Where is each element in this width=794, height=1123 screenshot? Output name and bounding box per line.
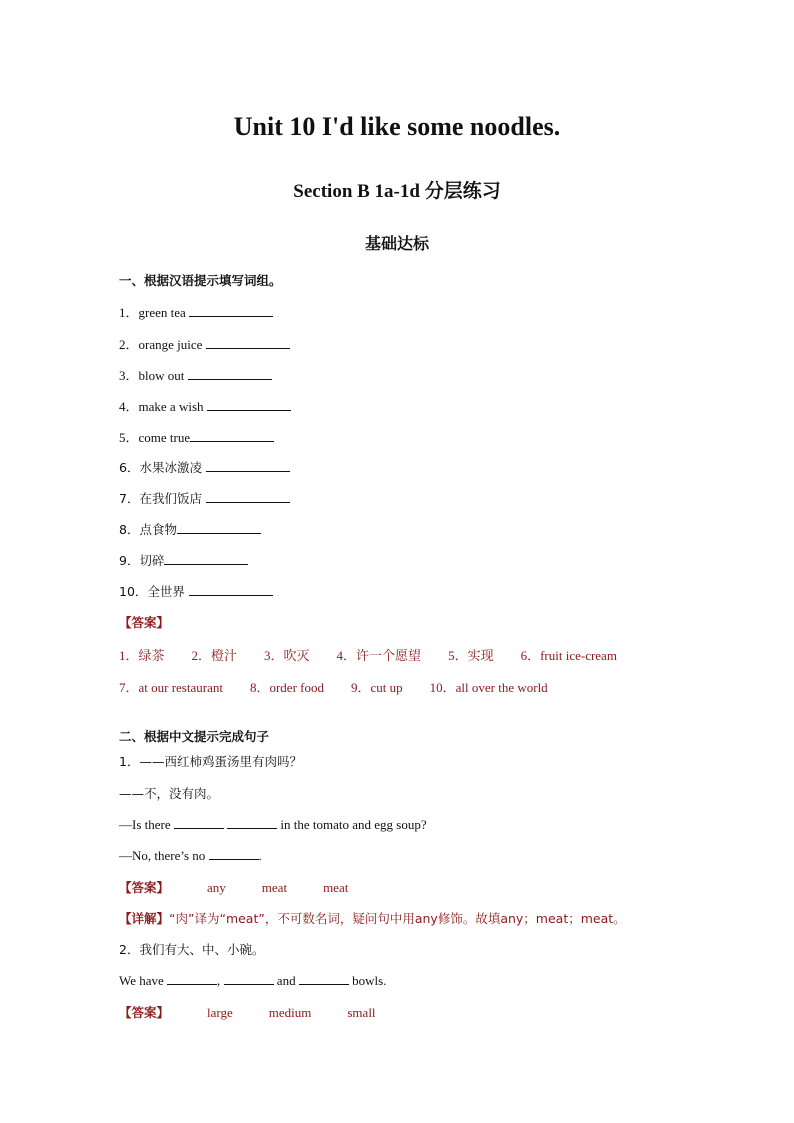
level-heading: 基础达标: [364, 234, 429, 253]
list-item: 4．make a wish: [119, 396, 291, 415]
list-item: 9．切碎: [119, 551, 248, 569]
question-en: We have , and bowls.: [119, 973, 387, 988]
list-item: 2．orange juice: [119, 334, 290, 353]
answer-item: any: [207, 880, 226, 895]
answer-item: small: [347, 1005, 376, 1020]
answer-item: 6．fruit ice-cream: [520, 648, 617, 663]
page-title: Unit 10 I'd like some noodles.: [233, 112, 561, 141]
answer-item: 2．橙汁: [191, 648, 238, 663]
section-subtitle: Section B 1a-1d 分层练习: [293, 181, 501, 202]
list-item: 7．在我们饭店: [119, 489, 290, 507]
question-en: —No, there’s no .: [119, 848, 262, 863]
answer-row: [119, 645, 644, 664]
question-cn: ——不，没有肉。: [119, 786, 220, 801]
list-item: 10．全世界: [119, 582, 273, 600]
answer-item: 8．order food: [249, 680, 324, 695]
answer-row: 【答案】 large medium small: [119, 1005, 376, 1020]
answer-label: 【答案】: [119, 615, 170, 630]
answer-item: 9．cut up: [350, 680, 403, 695]
question-cn: 1．——西红柿鸡蛋汤里有肉吗？: [119, 754, 302, 769]
answer-item: 5．实现: [448, 648, 494, 663]
answer-item: meat: [261, 880, 288, 895]
answer-row: [119, 677, 575, 696]
explanation: 【详解】“肉”译为“meat”，不可数名词，疑问句中用any修饰。故填any；meat；meat。: [119, 911, 626, 926]
answer-item: 7．at our restaurant: [119, 680, 223, 695]
answer-item: large: [207, 1005, 233, 1020]
answer-item: 3．吹灭: [264, 648, 310, 663]
answer-item: meat: [323, 880, 349, 895]
question-cn: 2．我们有大、中、小碗。: [119, 942, 265, 957]
answer-item: 10．all over the world: [429, 680, 548, 695]
answer-item: 1．绿茶: [119, 648, 165, 663]
list-item: 1．green tea: [119, 302, 273, 321]
list-item: 8．点食物: [119, 520, 261, 538]
list-item: 5．come true: [119, 427, 274, 446]
question-en: —Is there in the tomato and egg soup?: [119, 817, 427, 832]
part1-heading: 一、根据汉语提示填写词组。: [119, 273, 282, 288]
answer-row: 【答案】 any meat meat: [119, 880, 349, 895]
part2-heading: 二、根据中文提示完成句子: [119, 729, 270, 744]
answer-item: 4．许一个愿望: [336, 648, 422, 663]
answer-item: medium: [268, 1005, 312, 1020]
list-item: 3．blow out: [119, 365, 272, 384]
list-item: 6．水果冰激凌: [119, 458, 290, 476]
